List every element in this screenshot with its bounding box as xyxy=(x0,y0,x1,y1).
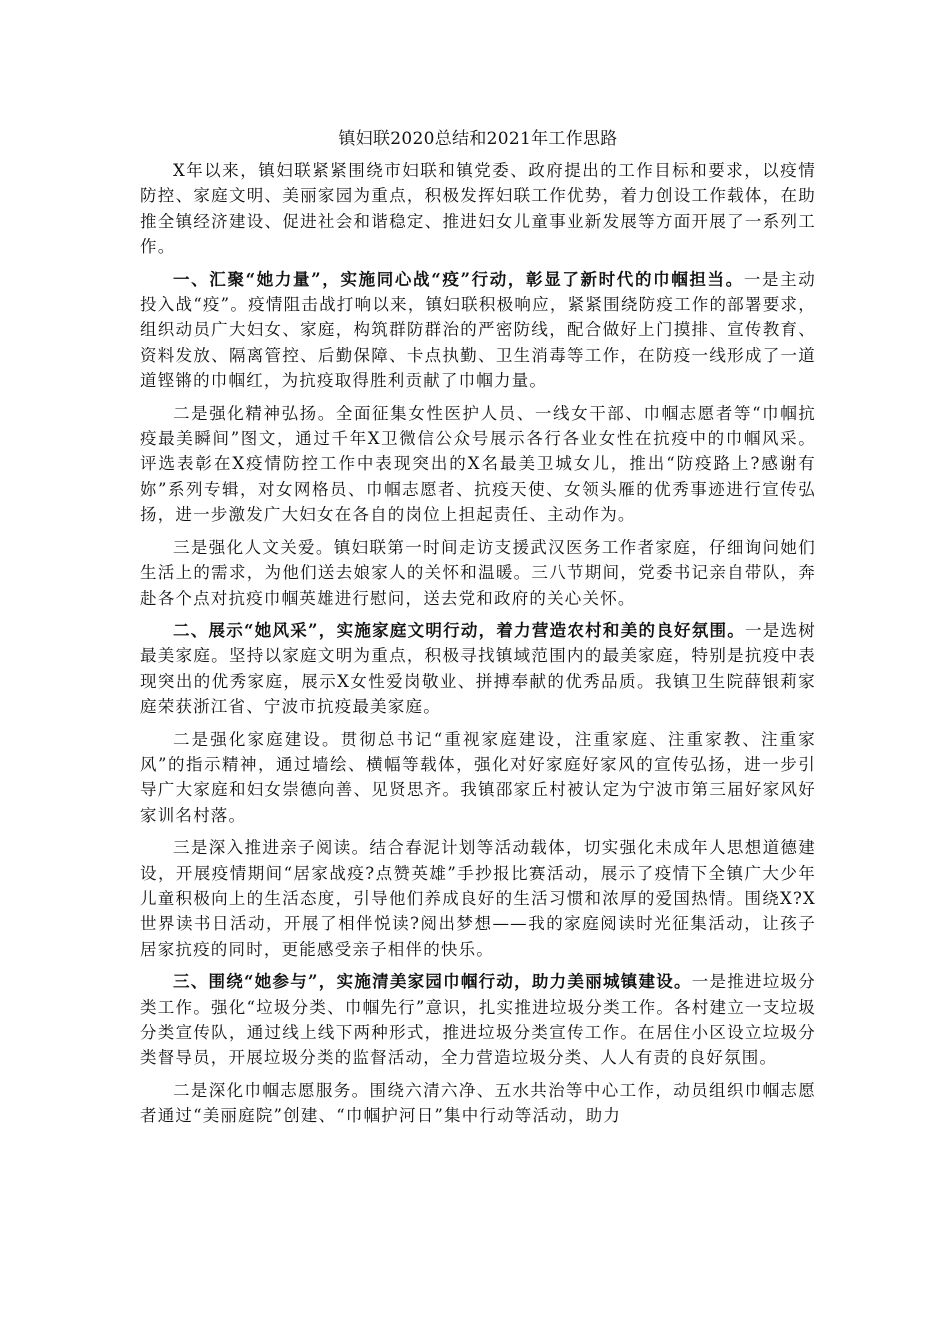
section-heading: 三、围绕“她参与”，实施清美家园巾帼行动，助力美丽城镇建设。 xyxy=(173,972,692,992)
document-page xyxy=(140,126,816,1136)
paragraph: 三是强化人文关爱。镇妇联第一时间走访支援武汉医务工作者家庭，仔细询问她们生活上的需求，为他们送去娘家人的关怀和温暖。三八节期间，党委书记亲自带队，奔赴各个点对抗疫巾帼英雄进行慰问，送去党和政府的关心关怀。 xyxy=(140,537,816,608)
paragraph: 三是深入推进亲子阅读。结合春泥计划等活动载体，切实强化未成年人思想道德建设，开展疫情期间“居家战疫?点赞英雄”手抄报比赛活动，展示了疫情下全镇广大少年儿童积极向上的生活态度，引导他们养成良好的生活习惯和浓厚的爱国热情。围绕X?X世界读书日活动，开展了相伴悦读?阅出梦想——我的家庭阅读时光征集活动，让孩子居家抗疫的同时，更能感受亲子相伴的快乐。 xyxy=(140,838,816,959)
document-body xyxy=(140,158,816,1129)
paragraph-intro: X年以来，镇妇联紧紧围绕市妇联和镇党委、政府提出的工作目标和要求，以疫情防控、家庭文明、美丽家园为重点，积极发挥妇联工作优势，着力创设工作载体，在助推全镇经济建设、促进社会和谐稳定、推进妇女儿童事业新发展等方面开展了一系列工作。 xyxy=(140,161,816,257)
document-title: 镇妇联2020总结和2021年工作思路 xyxy=(338,129,618,149)
section-heading: 一、汇聚“她力量”，实施同心战“疫”行动，彰显了新时代的巾帼担当。 xyxy=(173,269,744,289)
section-heading: 二、展示“她风采”，实施家庭文明行动，着力营造农村和美的良好氛围。 xyxy=(173,620,746,640)
paragraph-section-3: 三、围绕“她参与”，实施清美家园巾帼行动，助力美丽城镇建设。一是推进垃圾分类工作。强化“垃圾分类、巾帼先行”意识，扎实推进垃圾分类工作。各村建立一支垃圾分类宣传队，通过线上线下两种形式，推进垃圾分类宣传工作。在居住小区设立垃圾分类督导员，开展垃圾分类的监督活动，全力营造垃圾分类、人人有责的良好氛围。 xyxy=(140,972,817,1068)
paragraph: 二是强化精神弘扬。全面征集女性医护人员、一线女干部、巾帼志愿者等“巾帼抗疫最美瞬间”图文，通过千年X卫微信公众号展示各行各业女性在抗疫中的巾帼风采。评选表彰在X疫情防控工作中表现突出的X名最美卫城女儿，推出“防疫路上?感谢有妳”系列专辑，对女网格员、巾帼志愿者、抗疫天使、女领头雁的优秀事迹进行宣传弘扬，进一步激发广大妇女在各自的岗位上担起责任、主动作为。 xyxy=(140,403,816,525)
paragraph: 二是深化巾帼志愿服务。围绕六清六净、五水共治等中心工作，动员组织巾帼志愿者通过“美丽庭院”创建、“巾帼护河日”集中行动等活动，助力 xyxy=(140,1080,816,1126)
paragraph-section-1: 一、汇聚“她力量”，实施同心战“疫”行动，彰显了新时代的巾帼担当。一是主动投入战“疫”。疫情阻击战打响以来，镇妇联积极响应，紧紧围绕防疫工作的部署要求，组织动员广大妇女、家庭，构筑群防群治的严密防线，配合做好上门摸排、宣传教育、资料发放、隔离管控、后勤保障、卡点执勤、卫生消毒等工作，在防疫一线形成了一道道铿锵的巾帼红，为抗疫取得胜利贡献了巾帼力量。 xyxy=(140,269,816,391)
paragraph: 二是强化家庭建设。贯彻总书记“重视家庭建设，注重家庭、注重家教、注重家风”的指示精神，通过墙绘、横幅等载体，强化对好家庭好家风的宣传弘扬，进一步引导广大家庭和妇女崇德向善、见贤思齐。我镇邵家丘村被认定为宁波市第三届好家风好家训名村落。 xyxy=(140,729,816,825)
paragraph-section-2: 二、展示“她风采”，实施家庭文明行动，着力营造农村和美的良好氛围。一是选树最美家庭。坚持以家庭文明为重点，积极寻找镇域范围内的最美家庭，特别是抗疫中表现突出的优秀家庭，展示X女性爱岗敬业、拼搏奉献的优秀品质。我镇卫生院薛银莉家庭荣获浙江省、宁波市抗疫最美家庭。 xyxy=(140,620,816,717)
